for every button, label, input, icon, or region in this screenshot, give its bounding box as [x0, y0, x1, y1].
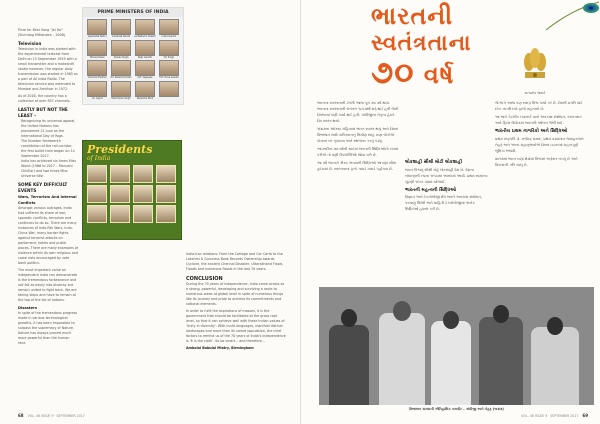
title-years: વર્ષ: [423, 61, 455, 89]
pm-portrait: [110, 40, 132, 59]
gj-col1-para2: ૧૯૪૭ના ઓગસ્ટ મહિનામાં ભારત સ્વતંત્ર થયું અને દેશના વિભાજન સાથે પાકિસ્તાનનું નિર્માણ થયું. ઘણા લોકોએ પોતાના ઘર ગુમાવ્યા અને સ્થળાંતર કરવું પડ્યું.: [317, 127, 399, 143]
right-column-3: [495, 100, 587, 168]
pm-photo: [159, 81, 179, 97]
pm-portrait: [110, 60, 132, 79]
gj-col2-heading1: લોકશાહી સૌથી મોટી લોકશાહી: [405, 160, 463, 165]
right-column-2: [405, 160, 489, 212]
gj-col3-heading: ભારતીય પ્રથમ નાગરિકો અને સિદ્ધિઓ: [495, 129, 568, 134]
television-heading: Television: [18, 41, 42, 46]
president-photo: [110, 205, 130, 223]
pm-name: Charan Singh: [113, 55, 129, 59]
gj-col3-text1: જે ભાગે આજ પણ સમગ્ર વિશ્વ ચર્ચા કરે છે. દેશની પ્રગતિ માટે દરેક નાગરિકનો ફાળો મહત્વનો છે.: [495, 101, 583, 111]
bullet-3: India has achieved six times Miss World (1966 to 2017 – Manushi Chhillar) and two times Miss Universe title.: [21, 159, 77, 178]
title-seventy: ૭૦: [371, 53, 415, 91]
pm-photo: [87, 81, 107, 97]
gj-col1-para4: આ વર્ષ ભારતને ગૌરવ અપાવતી સિદ્ધિઓ આપણા સૌના હૃદયમાં છે. સ્વતંત્રતાના ફળો ગામડે ગામડે પહોંચ્યા છે.: [317, 161, 397, 171]
president-photo: [156, 185, 176, 203]
pm-portrait: [110, 19, 132, 38]
wars-heading: Wars, Terrorism And Internal Conflicts: [18, 195, 77, 205]
gj-col3-text2: આ ભાગે કેટલીક ધ્યાનાર્ક વાતો અવકાશ સંશોધન, રમતગમત અને ફિલ્મ ઉદ્યોગમાં ભારતની ઓળખ ઉભી થઈ.: [495, 115, 582, 125]
president-photo: [133, 185, 153, 203]
title-line-2: સ્વતંત્રતાના: [371, 31, 472, 56]
presidents-title: Presidents: [87, 143, 153, 156]
gj-col1-para3: આઝાદીના ૭૦ વર્ષની યાદમાં ભારતની સિદ્ધિઓનો ખ્યાલ કરીએ તો ઘણી ઉપલબ્ધિઓ જોવા મળે છે.: [317, 147, 399, 157]
pm-photo: [135, 81, 155, 97]
pm-name: Indira Gandhi: [161, 35, 177, 38]
historic-photo: [319, 287, 594, 405]
presidents-subtitle: of India: [87, 155, 111, 162]
pm-photo: [111, 81, 131, 97]
pm-photo: [135, 60, 155, 76]
left-page-number: 68: [18, 413, 24, 418]
pm-name: H.D. Deve Gowda: [159, 76, 179, 79]
pm-photo: [111, 40, 131, 56]
presidents-grid: [83, 162, 181, 226]
emblem-caption: સત્યમેવ જયતે: [524, 91, 546, 95]
pm-photo: [159, 19, 179, 35]
pm-photo: [87, 40, 107, 56]
col2-text-1: India-Iran relations: From the Cottage and Car Carta to the Lakshmi & Guinness Book Records Ownership awards Cyclone, the ancient Chennai Disaster, Uttarakhand Flood, Floods and numerous floods in the last 70 years.: [186, 252, 283, 271]
president-photo: [87, 165, 107, 183]
pm-name: Gulzarilal Nanda: [112, 35, 131, 38]
gj-col3-text4: ૨૦૧૭માં ભારત ઘણા ક્ષેત્રોમાં વિશ્વમાં અગ્રેસર બન્યું છે અને વિકાસની ગતિ ચાલુ છે.: [495, 156, 578, 167]
title-line-1: ભારતની: [371, 2, 454, 30]
pm-photo: [159, 60, 179, 76]
pm-photo: [87, 60, 107, 76]
president-photo: [133, 165, 153, 183]
pm-portrait: [134, 40, 156, 59]
last-heading: LASTLY BUT NOT THE LEAST –: [18, 107, 68, 118]
pm-portrait: [86, 40, 108, 59]
right-footer: [521, 413, 588, 418]
peacock-feather-icon: [541, 0, 600, 36]
pm-name: Lal Bahadur Shastri: [134, 35, 156, 38]
president-photo: [87, 185, 107, 203]
pm-name: V.P. Singh: [163, 55, 175, 59]
television-text-2: As of 2016, the country has a collection of over 857 channels.: [18, 94, 71, 103]
president-photo: [156, 165, 176, 183]
pm-photo: [135, 40, 155, 56]
president-photo: [87, 205, 107, 223]
left-column-2: [186, 252, 286, 351]
pm-portrait: [134, 19, 156, 38]
pm-portrait: [158, 19, 180, 38]
pm-name: A.B. Vajpayee: [137, 76, 153, 79]
pm-chart-title: PRIME MINISTERS OF INDIA: [83, 8, 183, 17]
pm-name: Rajiv Gandhi: [138, 55, 152, 59]
wars-text: Amongst various outrages, India had suffered its share of war, sporadic conflicts, terrorism and continues to do so. There are many instances of Indo-Pak Wars, Indo-China War, many border fights against terrorist attacks on parliament, hotels and public places. There are many examples of violence within its own religious and caste riots encouraged by vote bank politics.: [18, 206, 79, 265]
left-column-1: [18, 28, 78, 346]
pm-name: P.V. Narasimha Rao: [110, 76, 132, 79]
pm-portrait: [134, 81, 156, 100]
prime-ministers-chart: [82, 7, 184, 105]
pm-photo: [111, 19, 131, 35]
intro-text: Prize for Best Song "Jai Ho" (Slumdog Millionaire – 2008).: [18, 28, 67, 37]
conclusion-heading: CONCLUSION: [186, 276, 223, 282]
television-text: Television in India was started with the experimental telecast from Delhi on 15 September 1959 with a small transmitter and a makeshift studio however, the regular daily transmission was started in 1965 as a part of All India Radio. The television service was extended to Mumbai and Amritsar in 1972.: [18, 47, 78, 91]
pm-name: Narendra Modi: [136, 96, 153, 100]
left-footer-text: VOL. 46 ISSUE 9 · SEPTEMBER 2017: [27, 414, 85, 418]
photo-caption: વિભાજન સમયની ઐતિહાસિક તસવીર – ગાંધીજી અને નેહરૂ (૧૯૪૭): [409, 407, 504, 411]
author: Ambalal Babulal Mistry, Birmingham: [186, 346, 254, 350]
pm-portrait: [158, 40, 180, 59]
gj-col3-text3: પ્રથમ રાષ્ટ્રપતિ ડૉ. રાજેન્દ્ર પ્રસાદ, પ્રથમ વડાપ્રધાન જવાહરલાલ નેહરૂ અને અન્ય મહાનુભાવોએ દેશના ઘડતરમાં મહત્વપૂર્ણ ભૂમિકા ભજવી.: [495, 136, 584, 153]
left-footer: [18, 413, 85, 418]
president-photo: [156, 205, 176, 223]
right-column-1: [317, 100, 399, 172]
pm-name: Chandra Shekhar: [87, 76, 107, 79]
right-footer-text: VOL. 46 ISSUE 9 · SEPTEMBER 2017: [521, 414, 579, 418]
pm-portrait: [134, 60, 156, 79]
pm-photo: [87, 19, 107, 35]
pm-portrait: [158, 60, 180, 79]
pm-portrait: [86, 19, 108, 38]
president-photo: [110, 185, 130, 203]
disasters-text: In spite of the tremendous progress made in various technological growths, it has been impossible to surpass the supremacy of Nature. Nature has always proved much more powerful than the human race.: [18, 311, 78, 345]
gujarati-title: [371, 2, 471, 89]
difficult-events-heading: SOME KEY DIFFICULT EVENTS: [18, 182, 68, 193]
pm-portrait: [110, 81, 132, 100]
conclusion-text-2: In order to fulfil the aspirations of masses, it is the government that should be facilitated at the grass root level, so that it can achieve well with these Indian values of 'Unity in diversity'. With multi-languages, manifold distinct landscapes and more than its varied population, the chief factors to remind us of the 70 years of India's independence is 'It is the cloth'. So be smart... and therefore...: [186, 309, 286, 343]
president-photo: [133, 205, 153, 223]
presidents-graphic: [82, 140, 182, 240]
pm-portrait: [86, 60, 108, 79]
gj-col2-text1: ભારત વિશ્વનું સૌથી મોટું લોકશાહી દેશ છે. દેશના બંધારણની રચના ૧૯૫૦માં અમલમાં આવી. પ્રથમ સામાન્ય ચૂંટણી ૧૯૫૧-૫૨માં યોજાઈ.: [405, 167, 488, 184]
pm-portrait: [158, 81, 180, 100]
bullet-2: The Number Nineteenth constitution of the rail corridor, the first bullet train began on 14 September 2017.: [21, 139, 75, 158]
right-page: [300, 0, 600, 424]
gj-col2-heading2: ભારતની મહત્વની સિદ્ધિઓ: [405, 187, 457, 193]
ashoka-emblem-icon: [515, 42, 555, 86]
gj-col2-text2: વિજ્ઞાન અને ટેકનોલોજી ક્ષેત્રે ભારતે અવકાશ સંશોધન, પરમાણુ ઊર્જા અને માહિતી ટેકનોલોજીમાં અનેક સિદ્ધિઓ હાંસલ કરી છે.: [405, 195, 482, 211]
gj-col1-para1: ભારતના સ્વતંત્રતાની ઝાંખી આજ પૂરા ૭૦ વર્ષ થયાં. ભારતના સ્વતંત્રતાની ચળવળ ૧૮૫૭થી શરૂ થઈ હતી જેની દેશભરમાં ઘણી ચર્ચા થઈ હતી. ગાંધીજીના નેતૃત્વ હેઠળ દેશ સ્વતંત્ર થયો.: [317, 101, 399, 123]
president-photo: [110, 165, 130, 183]
pm-name: I.K. Gujral: [91, 96, 103, 100]
pm-name: Jawaharlal Nehru: [87, 35, 107, 38]
conclusion-text: During the 70 years of independence, India came across as a strong, powerful, developing and surviving a route to numerous areas at global level in spite of numerous things like its journey and pride to achieve its commitments and national elements.: [186, 282, 285, 306]
pm-portrait: [86, 81, 108, 100]
wars-text-2: The most important value an independent India can demonstrate is the tremendous forbearance and not fall as easily into disarray but remain united to fight back. We are taking steps and have to remain at the top of the list of nations.: [18, 268, 78, 302]
pm-name: Morarji Desai: [89, 55, 105, 59]
pm-grid: [83, 17, 183, 102]
pm-name: Manmohan Singh: [111, 96, 131, 100]
pm-photo: [159, 40, 179, 56]
pm-photo: [111, 60, 131, 76]
right-page-number: 69: [582, 413, 588, 418]
bullet-1: Recognizing its universal appeal, the United Nations has proclaimed 21 June as the International Day of Yoga.: [21, 119, 76, 138]
national-emblem: [515, 42, 555, 95]
disasters-heading: Disasters: [18, 306, 37, 310]
pm-photo: [135, 19, 155, 35]
